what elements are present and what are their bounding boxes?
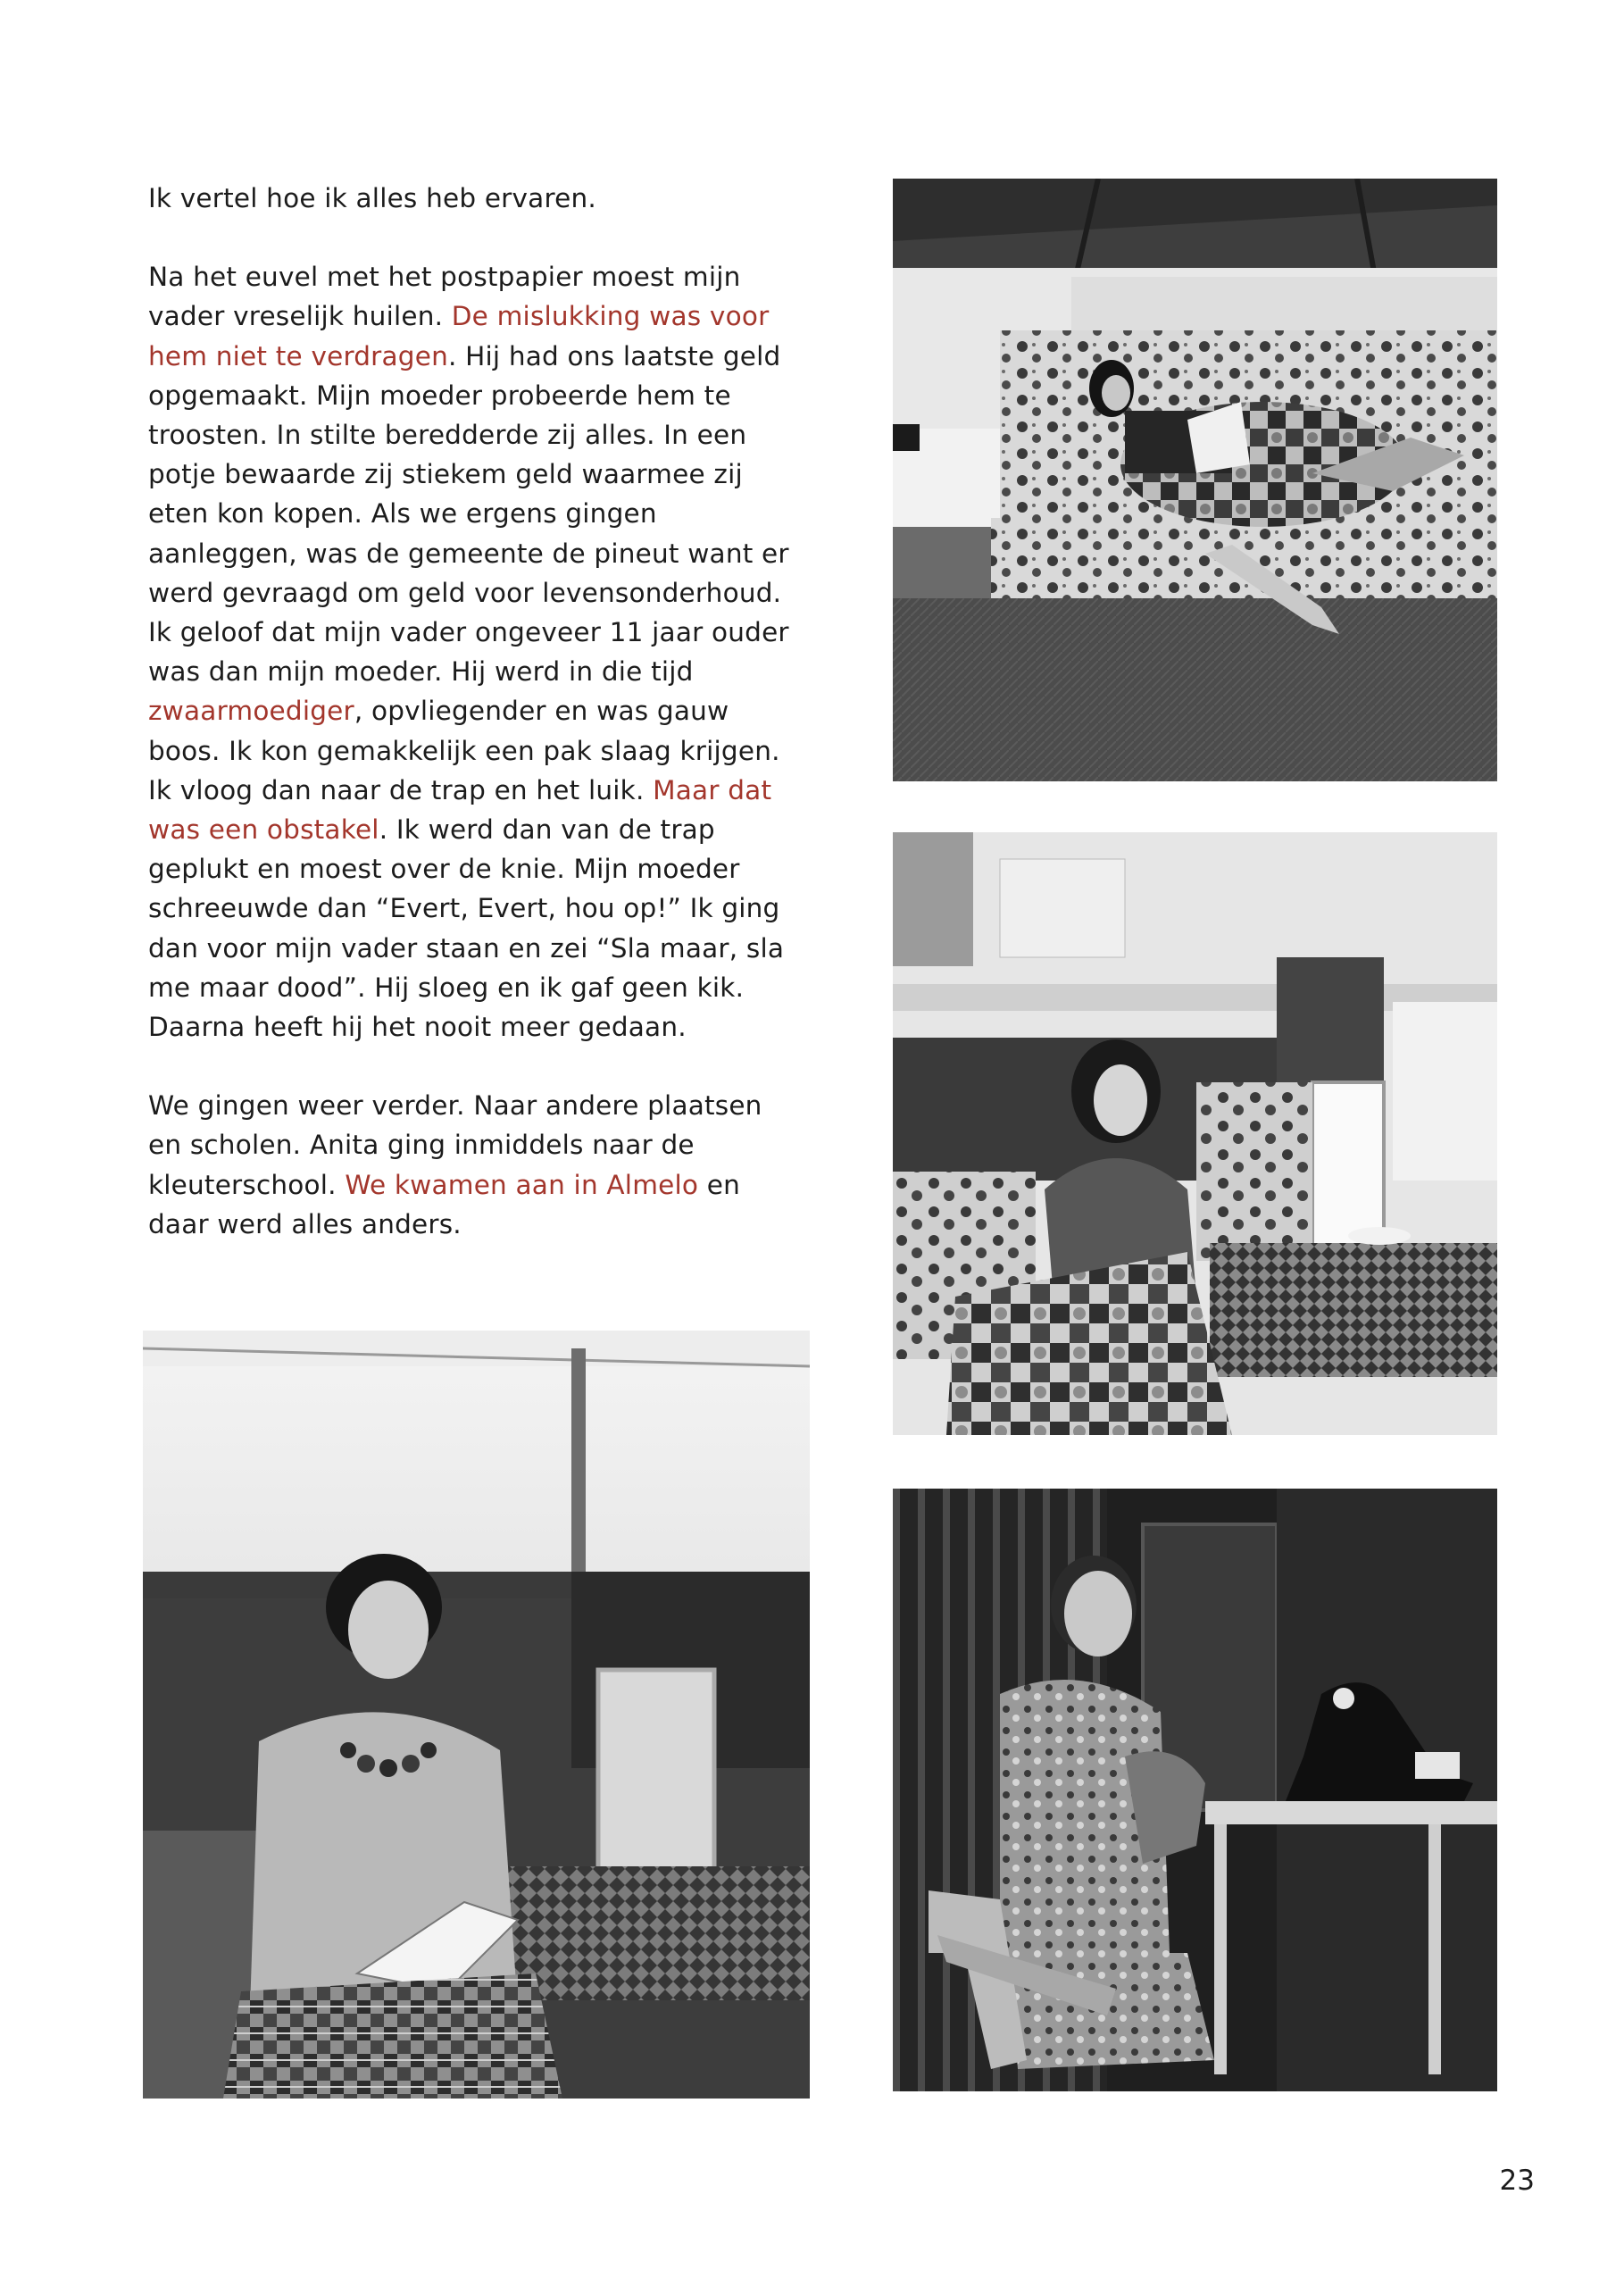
photo-reading-image [143,1331,810,2099]
highlight-obstakel: Maar dat was een obstakel [148,774,772,846]
photo-woman-sewing [893,1489,1497,2091]
paragraph-3: We gingen weer verder. Naar andere plaatsen en scholen. Anita ging inmiddels naar de kleuterschool. We kwamen aan in Almelo en daar werd alles anders. [148,1090,762,1239]
photo-woman-in-chair [893,832,1497,1435]
photo-woman-on-sofa [893,179,1497,781]
photo-chair-image [893,832,1497,1435]
photo-sofa-image [893,179,1497,781]
highlight-zwaarmoediger: zwaarmoediger [148,696,354,727]
paragraph-1: Ik vertel hoe ik alles heb ervaren. [148,183,596,213]
highlight-mislukking: De mislukking was voor hem niet te verdragen [148,301,770,371]
photo-sewing-image [893,1489,1497,2091]
paragraph-2: Na het euvel met het postpapier moest mijn vader vreselijk huilen. De mislukking was voor hem niet te verdragen. Hij had ons laatste geld opgemaakt. Mijn moeder probeerde hem te troosten. In stilte beredderde zij alles. In een potje bewaarde zij stiekem geld waarmee zij eten kon kopen. Als we ergens gingen aanleggen, was de gemeente de pineut want er werd gevraagd om geld voor levensonderhoud. Ik geloof dat mijn vader ongeveer 11 jaar ouder was dan mijn moeder. Hij werd in die tijd zwaarmoediger, opvliegender en was gauw boos. Ik kon gemakkelijk een pak slaag krijgen. Ik vloog dan naar de trap en het luik. Maar dat was een obstakel. Ik werd dan van de trap geplukt en moest over de knie. Mijn moeder schreeuwde dan “Evert, Evert, hou op!” Ik ging dan voor mijn vader staan en zei “Sla maar, sla me maar dood”. Hij sloeg en ik gaf geen kik. Daarna heeft hij het nooit meer gedaan. [148,262,789,1043]
photo-woman-reading [143,1331,810,2099]
body-text [148,179,791,1283]
page-number: 23 [1499,2165,1535,2197]
highlight-almelo: We kwamen aan in Almelo [345,1169,699,1200]
